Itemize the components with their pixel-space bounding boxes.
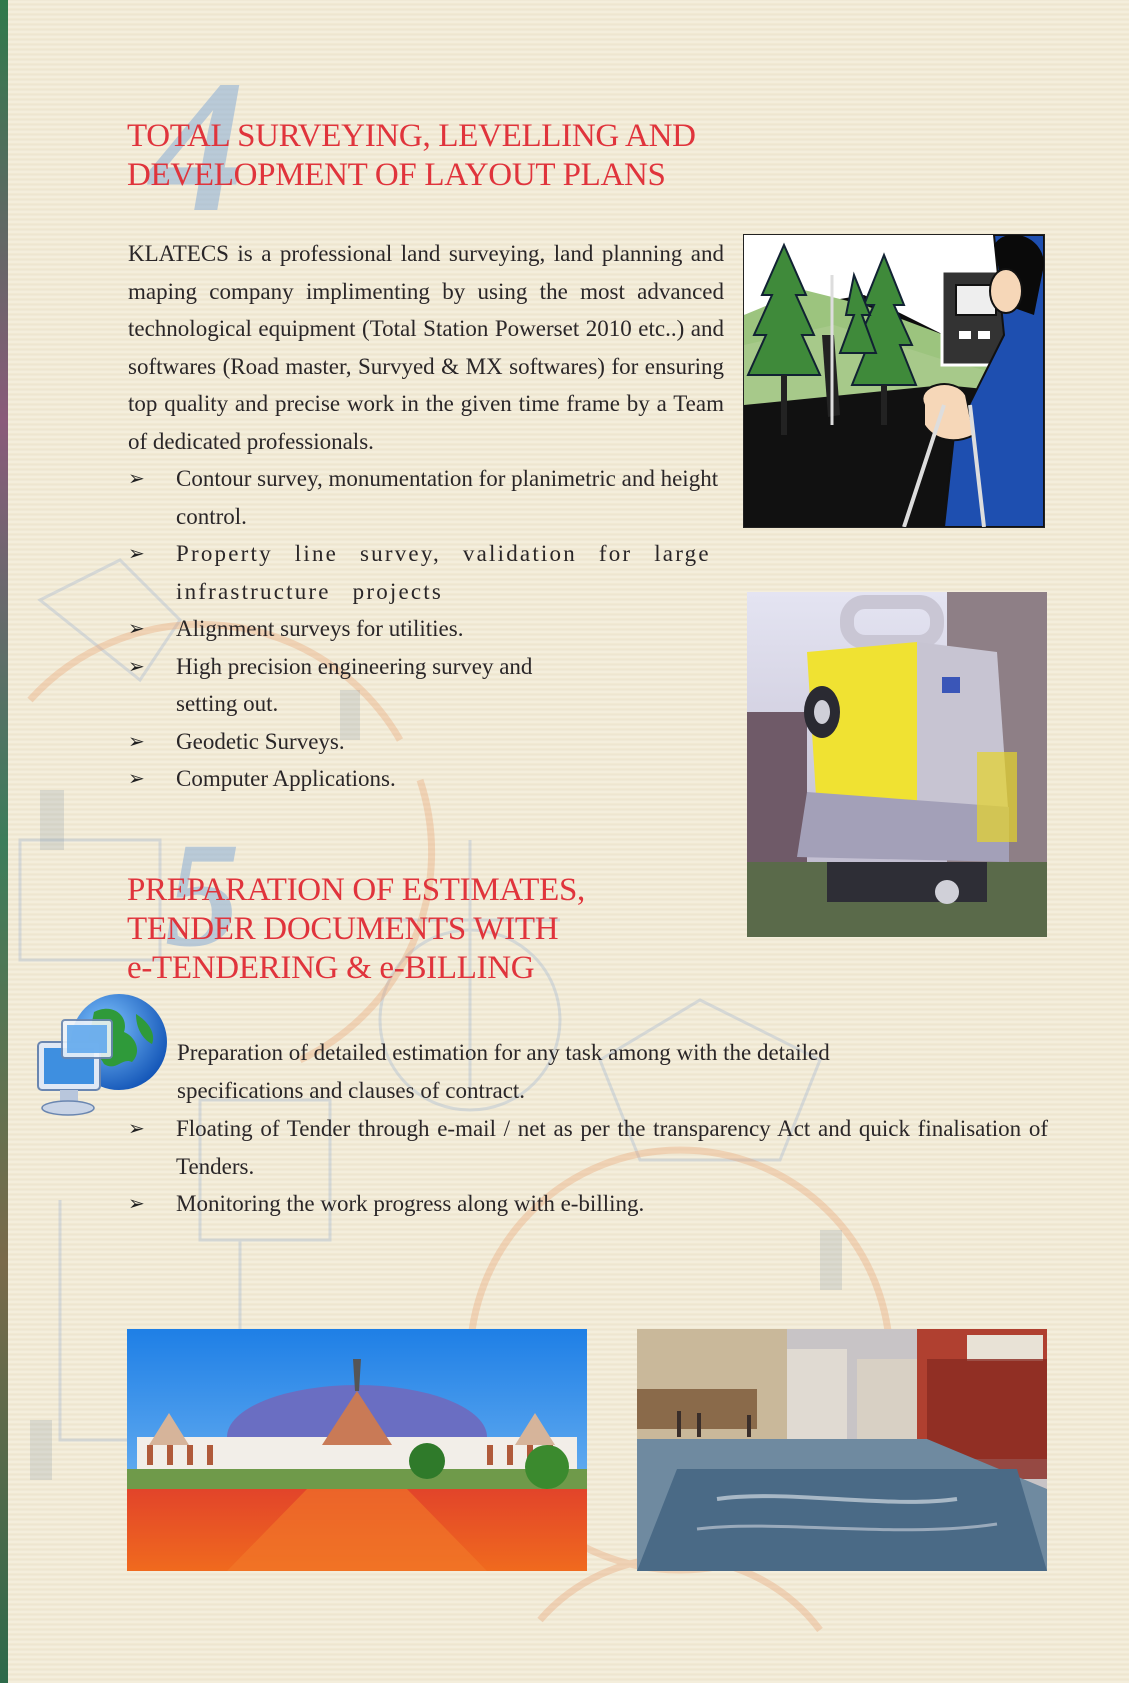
section4-intro: KLATECS is a professional land surveying, land planning and maping company implimenting by using the most advanced technological equipment (Total Station Powerset 2010 etc..) and softwares (Road master, Survyed & MX softwares) for ensuring top quality and precise work in the given time frame by a Team of dedicated professionals. [128,241,724,454]
section4-heading-line1: TOTAL SURVEYING, LEVELLING AND [127,118,696,154]
list-item: ➢ Contour survey, monumentation for planimetric and height control. [128,460,724,535]
list-item: ➢ High precision engineering survey and setting out. [128,648,546,723]
arrowhead-bullet-icon: ➢ [128,766,145,790]
section5-heading-line2: TENDER DOCUMENTS WITH [127,911,559,947]
section4-heading-line2: DEVELOPMENT OF LAYOUT PLANS [127,157,666,193]
arrowhead-bullet-icon: ➢ [128,466,145,490]
list-item: ➢ Geodetic Surveys. [128,723,724,761]
concrete-road-photo [637,1329,1047,1571]
section5-bullet-list [128,1110,1048,1223]
section4-heading [127,117,696,195]
section5-heading-line1: PREPARATION OF ESTIMATES, [127,872,585,908]
arrowhead-bullet-icon: ➢ [128,541,147,565]
section4-number: 4 [150,42,245,252]
list-item: ➢ Computer Applications. [128,760,724,798]
section5-number: 5 [165,812,240,978]
surveyor-illustration [743,234,1045,528]
section5-heading [127,871,585,988]
arrowhead-bullet-icon: ➢ [128,653,145,678]
arrowhead-bullet-icon: ➢ [128,1191,145,1215]
list-item: ➢ Alignment surveys for utilities. [128,610,724,648]
section4-bullet-list [128,460,724,798]
list-item: ➢ Floating of Tender through e-mail / net as per the transparency Act and quick finalisation of Tenders. [128,1110,1048,1185]
section5-heading-line3: e-TENDERING & e-BILLING [127,950,535,986]
domed-building-photo [127,1329,587,1571]
arrowhead-bullet-icon: ➢ [128,616,145,640]
total-station-photo [747,592,1047,937]
arrowhead-bullet-icon: ➢ [128,1116,145,1140]
list-item: ➢ Monitoring the work progress along with e-billing. [128,1185,1048,1223]
list-item: ➢ Property line survey, validation for large infrastructure projects [128,535,724,610]
section5-intro: Preparation of detailed estimation for any task among with the detailed specifications and clauses of contract. [177,1040,830,1103]
arrowhead-bullet-icon: ➢ [128,728,145,753]
